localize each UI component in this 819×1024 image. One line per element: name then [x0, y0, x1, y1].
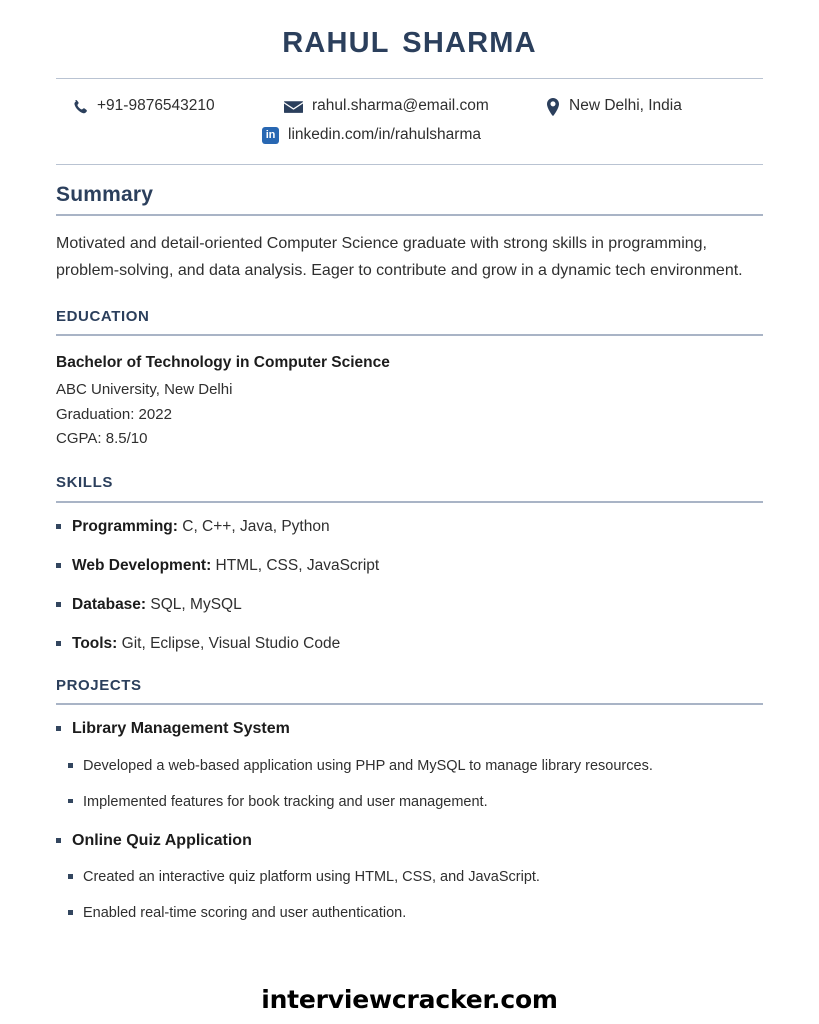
- list-item: [56, 556, 763, 576]
- contact-location: [546, 97, 682, 116]
- skill-value: SQL, MySQL: [146, 595, 242, 613]
- contact-info: [56, 79, 763, 144]
- education-degree: Bachelor of Technology in Computer Science: [56, 353, 390, 371]
- skill-value: Git, Eclipse, Visual Studio Code: [117, 634, 341, 652]
- bullet-square-icon: [56, 726, 61, 731]
- project-detail-text: Enabled real-time scoring and user authentication.: [83, 905, 407, 922]
- bullet-square-icon: [68, 763, 73, 768]
- email-text: rahul.sharma@email.com: [312, 97, 489, 115]
- email-icon: [284, 100, 303, 114]
- education-heading: education: [56, 302, 150, 326]
- skill-value: HTML, CSS, JavaScript: [211, 556, 380, 574]
- skill-label: Programming:: [72, 517, 178, 535]
- contact-phone[interactable]: [72, 97, 284, 116]
- bullet-square-icon: [68, 874, 73, 879]
- contact-row-secondary: [56, 116, 763, 145]
- contact-email[interactable]: [284, 97, 546, 116]
- section-education: [56, 285, 763, 452]
- list-item: [68, 757, 763, 776]
- contact-row-primary: [56, 97, 763, 116]
- skill-label: Web Development:: [72, 556, 212, 574]
- contact-linkedin[interactable]: [262, 126, 481, 145]
- project-detail-list: [56, 757, 763, 812]
- skills-heading: skills: [56, 469, 113, 493]
- list-item: [68, 904, 763, 923]
- list-item: [68, 868, 763, 887]
- project-name-text: Online Quiz Application: [72, 831, 252, 849]
- bullet-square-icon: [56, 602, 61, 607]
- projects-divider: [56, 703, 763, 705]
- location-pin-icon: [546, 98, 560, 116]
- project-detail-list: [56, 868, 763, 923]
- summary-heading: Summary: [56, 182, 154, 206]
- education-institution: ABC University, New Delhi: [56, 381, 233, 399]
- phone-icon: [72, 99, 88, 115]
- project-detail-text: Created an interactive quiz platform using HTML, CSS, and JavaScript.: [83, 869, 540, 886]
- linkedin-text: linkedin.com/in/rahulsharma: [288, 125, 481, 143]
- skill-label: Tools:: [72, 634, 118, 652]
- bullet-square-icon: [68, 799, 73, 804]
- project-list: [56, 719, 763, 740]
- skill-value: C, C++, Java, Python: [177, 517, 330, 535]
- education-graduation: Graduation: 2022: [56, 405, 172, 423]
- education-divider: [56, 334, 763, 336]
- resume-header: [0, 0, 819, 62]
- project-name: [56, 719, 763, 740]
- list-item: [56, 517, 763, 537]
- skill-label: Database:: [72, 595, 147, 613]
- location-text: New Delhi, India: [569, 97, 682, 115]
- resume-body: [56, 165, 763, 924]
- list-item: [56, 634, 763, 654]
- list-item: [68, 793, 763, 812]
- linkedin-icon: in: [262, 127, 279, 144]
- project-entry: [56, 831, 763, 923]
- phone-text: +91-9876543210: [97, 97, 215, 115]
- skills-list: [56, 517, 763, 655]
- section-skills: [56, 451, 763, 654]
- list-item: [56, 595, 763, 615]
- education-cgpa: CGPA: 8.5/10: [56, 430, 148, 448]
- project-list: [56, 831, 763, 852]
- bullet-square-icon: [56, 838, 61, 843]
- summary-divider: [56, 214, 763, 216]
- project-name-text: Library Management System: [72, 720, 290, 738]
- summary-text: Motivated and detail-oriented Computer Science graduate with strong skills in programming, problem-solving, and data analysis. Eager to contribute and grow in a dynamic tech environment.: [56, 234, 743, 280]
- bullet-square-icon: [56, 563, 61, 568]
- project-detail-text: Developed a web-based application using PHP and MySQL to manage library resources.: [83, 758, 653, 774]
- bullet-square-icon: [56, 641, 61, 646]
- project-name: [56, 831, 763, 852]
- footer: [0, 986, 819, 1014]
- skills-divider: [56, 501, 763, 503]
- watermark-text: interviewcracker.com: [261, 984, 558, 1014]
- project-detail-text: Implemented features for book tracking and user management.: [83, 793, 488, 810]
- bullet-square-icon: [56, 524, 61, 529]
- section-projects: [56, 654, 763, 923]
- bullet-square-icon: [68, 910, 73, 915]
- section-summary: [56, 165, 763, 285]
- project-entry: [56, 719, 763, 811]
- candidate-name: rahul sharma: [282, 15, 537, 61]
- projects-heading: projects: [56, 672, 142, 696]
